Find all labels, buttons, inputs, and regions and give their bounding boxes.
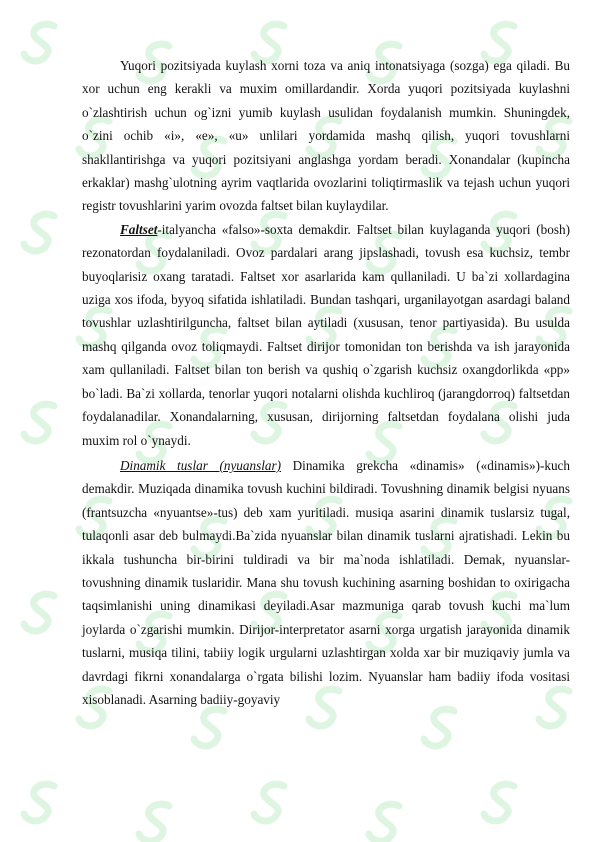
s-letter-watermark bbox=[194, 709, 224, 746]
term-dynamic-nuances: Dinamik tuslar (nyuanslar) bbox=[120, 457, 282, 473]
s-letter-watermark bbox=[24, 404, 54, 441]
paragraph-text: Dinamika grekcha «dinamis» («dinamis»)-kuch demakdir. Muziqada dinamika tovush kuchini bildiradi. Tovushning dinamik belgisi nyuans (frantsuzcha «nyuantse»-tus) deb xam yuritiladi. musiqa asarini dinamik tuslarsiz tugal, tulaqonli asar deb bulmaydi.Ba`zida nyuanslar bilan dinamik tuslarni ajratishadi. Lekin bu ikkala tushuncha bir-birini tuldiradi va bir ma`noda ishlatiladi. Demak, nyuanslar-tovushning dinamik tuslaridir. Mana shu tovush kuchining asarning boshidan to oxirigacha taqsimlanishi uning dinamikasi deyiladi.Asar mazmuniga qarab tovush kuchi ma`lum joylarda o`zgarishi mumkin. Dirijor-interpretator asarni xorga urgatish jarayonida dinamik tuslarni, musiqa tilini, tabiiy logik urgularni uzlashtirgan xolda xar bir muziqaviy jumla va davrdagi fikrni xonandalarga o`rgata bilishi lozim. Nyuanslar ham badiiy ifoda vositasi xisoblanadi. Asarning badiiy-goyaviy bbox=[82, 457, 571, 707]
paragraph-high-position bbox=[82, 54, 570, 218]
s-letter-watermark bbox=[139, 804, 169, 841]
paragraph-dynamics bbox=[82, 454, 570, 711]
s-letter-watermark bbox=[369, 804, 399, 841]
paragraph-falsetto bbox=[82, 218, 570, 452]
paragraph-text: Yuqori pozitsiyada kuylash xorni toza va aniq intonatsiyaga (sozga) ega qiladi. Bu xor uchun eng kerakli va muxim omillardandir. Xorda yuqori pozitsiyada kuylashni o`zlashtirish uchun og`izni yumib kuylash usulidan foydalanish mumkin. Shuningdek, o`zini ochib «i», «e», «u» unlilari yordamida mashq qilish, yuqori tovushlarni shakllantirishga va yuqori pozitsiyani anglashga yordam beradi. Xonandalar (kupincha erkaklar) mashg`ulotning ayrim vaqtlarida ovozlarini toliqtirmaslik va tejash uchun yuqori registr tovushlarini yarim ovozda faltset bilan kuylaydilar. bbox=[82, 58, 570, 214]
term-falsetto: Faltset bbox=[120, 221, 158, 237]
s-letter-watermark bbox=[424, 709, 454, 746]
text-body bbox=[82, 54, 570, 711]
s-letter-watermark bbox=[24, 214, 54, 251]
s-letter-watermark bbox=[24, 24, 54, 61]
paragraph-text: -italyancha «falso»-soxta demakdir. Faltset bilan kuylaganda yuqori (bosh) rezonatordan foydalaniladi. Ovoz pardalari arang jipslashadi, tovush esa kuchsiz, tembr buyoqlarisiz oxang taratadi. Faltset xor asarlarida kam qullaniladi. U ba`zi xollardagina uziga xos ifoda, byyoq sifatida ishlatiladi. Bundan tashqari, urganilayotgan asardagi baland tovushlar uzlashtirilguncha, faltset bilan aytiladi (xususan, tenor partiyasida). Bu usulda mashq qilganda ovoz toliqmaydi. Faltset dirijor tomonidan ton berishda va ish jarayonida xam qullaniladi. Faltset bilan ton berish va qushiq o`zgarish kuchsiz oxangdorlikda «pp» bo`ladi. Ba`zi xollarda, tenorlar yuqori notalarni olishda kuchliroq (jarangdorroq) faltsetdan foydalanadilar. Xonandalarning, xususan, dirijorning faltsetdan foydalana olishi juda muxim rol o`ynaydi. bbox=[82, 221, 570, 448]
s-letter-watermark bbox=[24, 784, 54, 821]
s-letter-watermark bbox=[484, 784, 514, 821]
s-letter-watermark bbox=[24, 594, 54, 631]
s-letter-watermark bbox=[254, 784, 284, 821]
